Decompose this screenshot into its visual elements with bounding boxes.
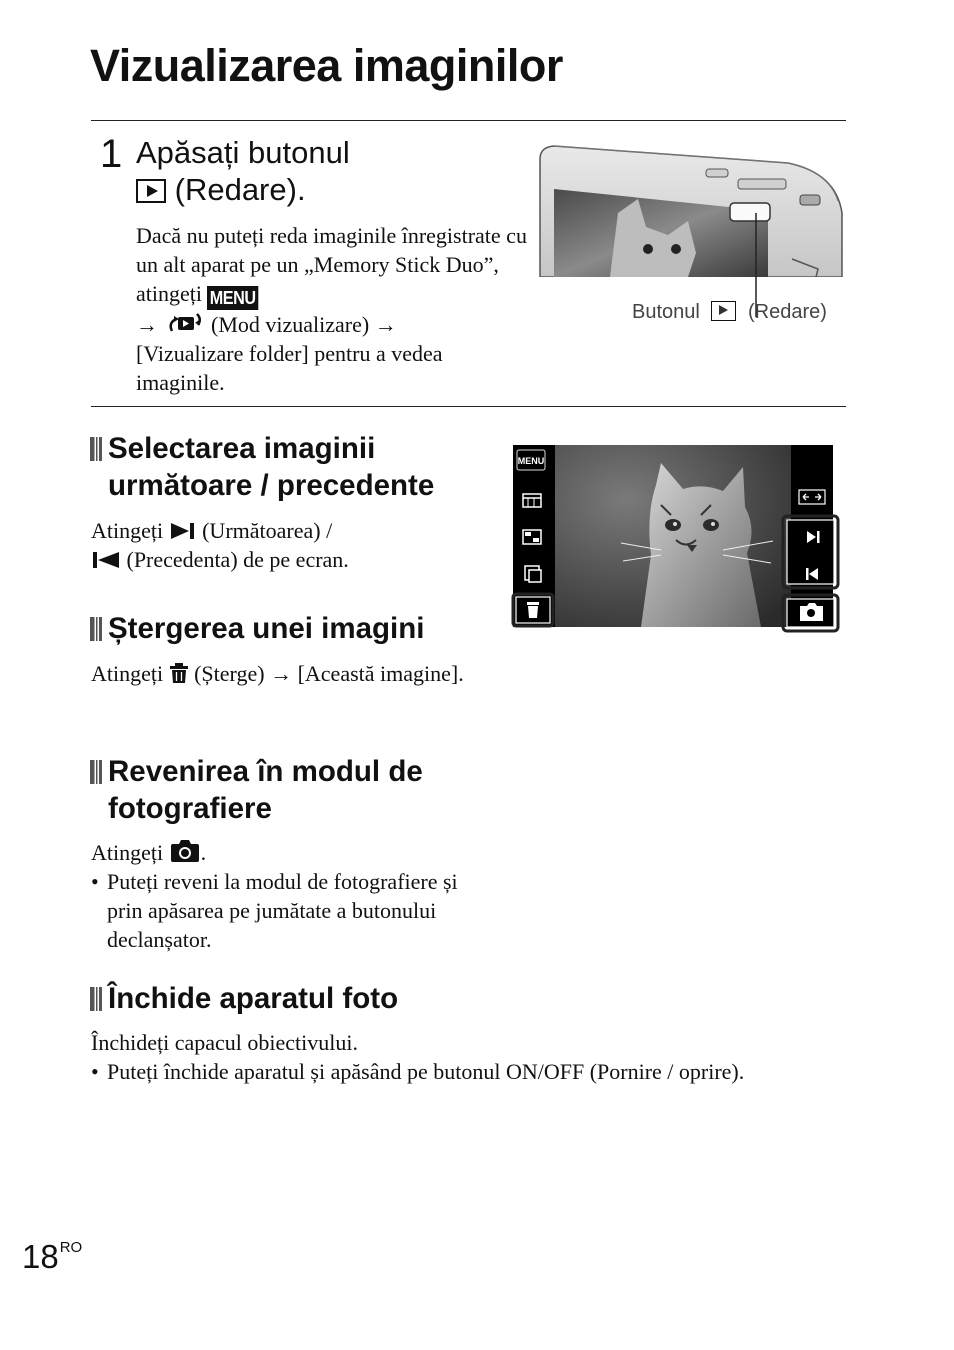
text-urmatoarea: (Următoarea) / [202,518,333,543]
page-title: Vizualizarea imaginilor [90,40,563,91]
bullet-half-press: • Puteți reveni la modul de fotografiere și prin apăsarea pe jumătate a butonului declanșator. [91,867,491,954]
section-delete-heading [108,610,424,647]
screen-menu-label: MENU [517,456,545,466]
view-mode-icon [164,311,206,335]
arrow-2: → [374,312,397,337]
step-body-part3: [Vizualizare folder] pentru a vedea imaginile. [136,341,443,395]
caption-butonul: Butonul [632,301,700,323]
step-body-part1: Dacă nu puteți reda imaginile înregistrate cu un alt aparat pe un „Memory Stick Duo”, atingeți [136,223,527,306]
section-next-prev-heading-line2: următoare / precedente [108,469,435,502]
top-rule [91,120,846,121]
section-next-prev-body [91,516,491,574]
page-number-value: 18 [22,1238,59,1275]
camera-caption [632,301,827,324]
bullet-on-off: • Puteți închide aparatul și apăsând pe butonul ON/OFF (Pornire / oprire). [91,1057,811,1086]
caption-redare: (Redare) [747,301,827,323]
camera-illustration [538,143,844,277]
text-atingeti: Atingeți [91,518,164,543]
section-next-prev-heading-line1: Selectarea imaginii [108,432,376,465]
section-shoot-mode-body [91,838,491,954]
section-shoot-mode-heading-line2: fotografiere [108,792,272,825]
text-atingeti: Atingeți [91,840,164,865]
play-icon [136,179,166,203]
step-heading-line2 [136,171,526,208]
text-period: . [200,840,207,865]
section-next-prev-heading [108,430,434,504]
previous-icon [91,550,121,570]
text-sterge: (Șterge) [194,661,265,686]
section-delete-body [91,659,471,688]
section-marker [90,987,102,1011]
camera-icon [169,839,201,863]
play-icon-small [711,301,736,321]
step-heading-line1: Apăsați butonul [136,135,350,170]
section-marker [90,437,102,461]
text-aceasta-imagine: [Această imagine]. [297,661,464,686]
section-close-body [91,1028,811,1086]
section-marker [90,617,102,641]
trash-icon [169,662,189,684]
step-heading [136,134,526,208]
middle-rule [91,406,846,407]
next-icon [169,521,197,541]
section-close-heading-text: Închide aparatul foto [108,982,399,1015]
section-delete-heading-text: Ștergerea unei imagini [108,612,425,645]
step-body [136,221,528,397]
arrow-1: → [136,312,158,337]
section-marker [90,760,102,784]
menu-icon: MENU [207,286,258,310]
page-number [22,1238,82,1276]
arrow-3: → [270,661,293,686]
playback-screen-illustration [511,445,843,635]
step-heading-redare: (Redare). [174,172,306,207]
section-close-heading [108,980,398,1017]
section-shoot-mode-heading [108,753,423,827]
step-body-part2: (Mod vizualizare) [211,312,370,337]
step-number: 1 [100,132,123,176]
text-close-lens: Închideți capacul obiectivului. [91,1030,358,1055]
text-precedenta: (Precedenta) de pe ecran. [126,547,349,572]
section-shoot-mode-heading-line1: Revenirea în modul de [108,755,423,788]
text-atingeti: Atingeți [91,661,164,686]
page-number-suffix: RO [59,1239,83,1256]
shoot-mode-line [91,838,491,867]
